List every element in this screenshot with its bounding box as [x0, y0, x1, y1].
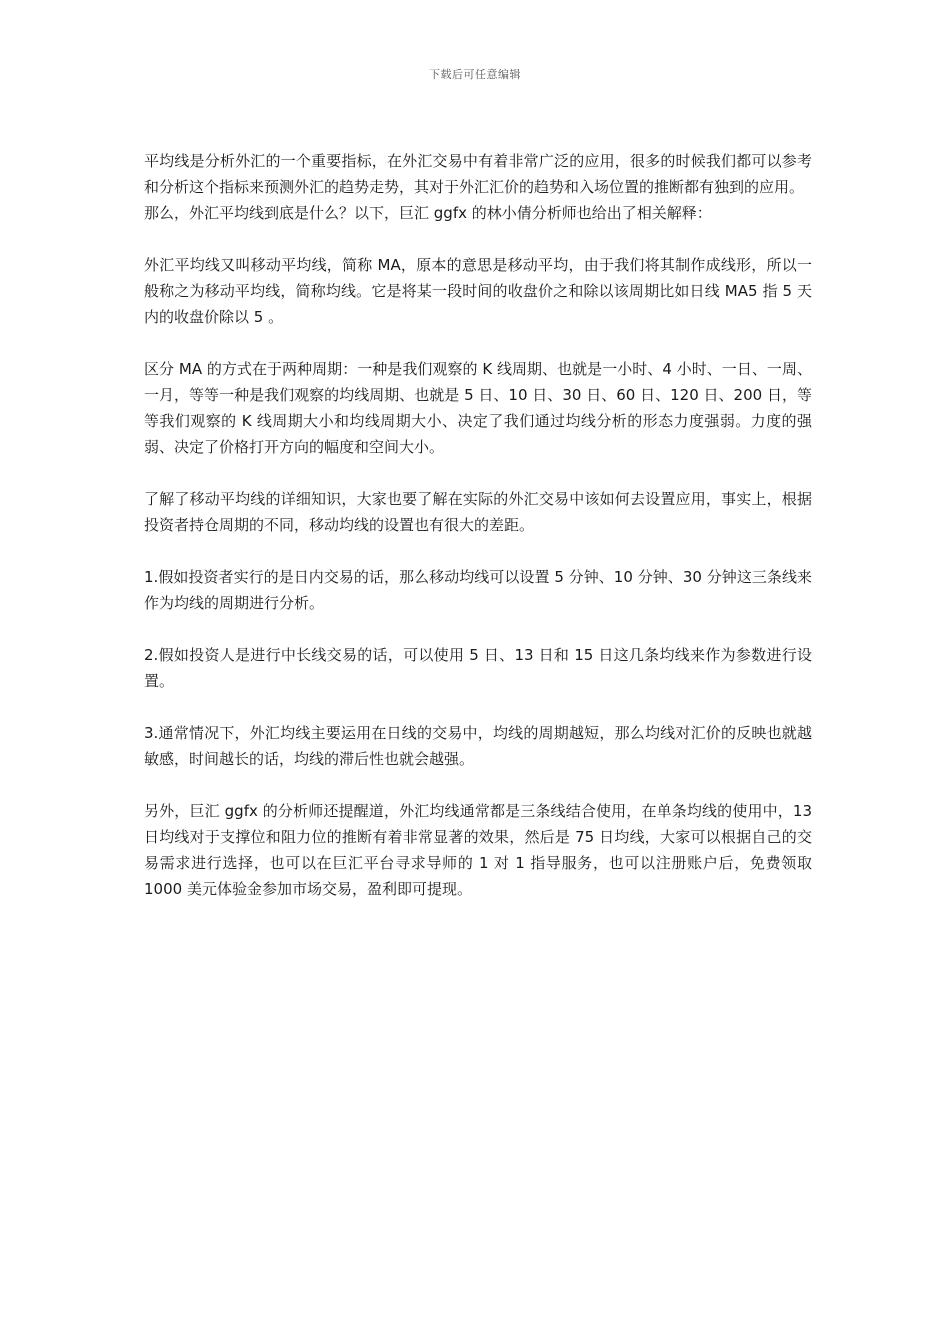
paragraph-conclusion: 另外，巨汇 ggfx 的分析师还提醒道，外汇均线通常都是三条线结合使用，在单条均线的使用中，13 日均线对于支撑位和阻力位的推断有着非常显著的效果，然后是 75 日均线，大家可以根据自己的交易需求进行选择，也可以在巨汇平台寻求导师的 1 对 1 指导服务，也可以注册账户后，免费领取 1000 美元体验金参加市场交易，盈利即可提现。 — [144, 802, 812, 898]
paragraph-point-1: 1.假如投资者实行的是日内交易的话，那么移动均线可以设置 5 分钟、10 分钟、30 分钟这三条线来作为均线的周期进行分析。 — [144, 568, 812, 612]
paragraph-settings-intro: 了解了移动平均线的详细知识，大家也要了解在实际的外汇交易中该如何去设置应用，事实上，根据投资者持仓周期的不同，移动均线的设置也有很大的差距。 — [144, 490, 812, 534]
paragraph-spacer — [144, 460, 812, 486]
paragraph-spacer — [144, 772, 812, 798]
paragraph-spacer — [144, 694, 812, 720]
page-header: 下载后可任意编辑 — [429, 68, 521, 81]
paragraph-spacer — [144, 538, 812, 564]
paragraph-periods: 区分 MA 的方式在于两种周期：一种是我们观察的 K 线周期、也就是一小时、4 小时、一日、一周、一月，等等一种是我们观察的均线周期、也就是 5 日、10 日、30 日、60 日、120 日、200 日，等等我们观察的 K 线周期大小和均线周期大小、决定了我们通过均线分析的形态力度强弱。力度的强弱、决定了价格打开方向的幅度和空间大小。 — [144, 360, 812, 456]
paragraph-point-2: 2.假如投资人是进行中长线交易的话，可以使用 5 日、13 日和 15 日这几条均线来作为参数进行设置。 — [144, 646, 812, 690]
paragraph-spacer — [144, 330, 812, 356]
paragraph-intro: 平均线是分析外汇的一个重要指标，在外汇交易中有着非常广泛的应用，很多的时候我们都可以参考和分析这个指标来预测外汇的趋势走势，其对于外汇汇价的趋势和入场位置的推断都有独到的应用。 — [144, 152, 812, 196]
paragraph-point-3: 3.通常情况下，外汇均线主要运用在日线的交易中，均线的周期越短，那么均线对汇价的反映也就越敏感，时间越长的话，均线的滞后性也就会越强。 — [144, 724, 812, 768]
paragraph-definition: 外汇平均线又叫移动平均线，简称 MA，原本的意思是移动平均，由于我们将其制作成线形，所以一般称之为移动平均线，简称均线。它是将某一段时间的收盘价之和除以该周期比如日线 MA5 指 5 天内的收盘价除以 5 。 — [144, 256, 812, 326]
document-body — [144, 148, 812, 902]
paragraph-spacer — [144, 226, 812, 252]
paragraph-spacer — [144, 616, 812, 642]
paragraph-question: 那么，外汇平均线到底是什么？以下，巨汇 ggfx 的林小倩分析师也给出了相关解释： — [144, 204, 712, 222]
